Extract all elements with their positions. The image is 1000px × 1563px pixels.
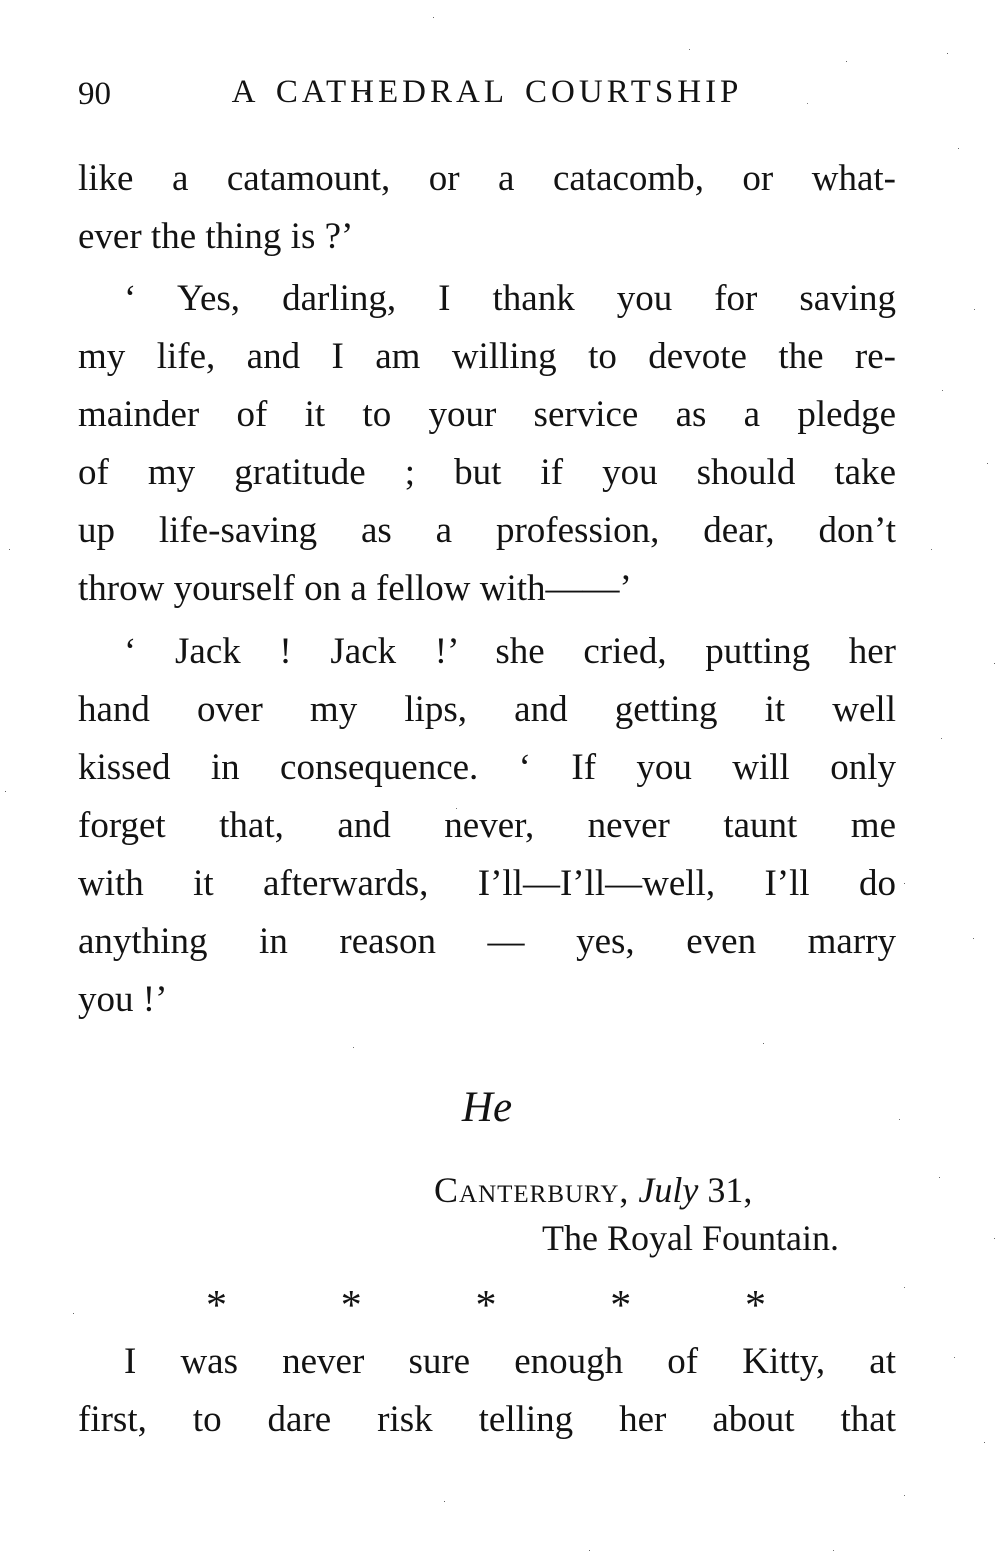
text-line: my life, and I am willing to devote the re- [78, 336, 896, 377]
text-line: first, to dare risk telling her about that [78, 1399, 896, 1440]
scan-noise-specks [0, 0, 3, 3]
text-line: ‘ Yes, darling, I thank you for saving [124, 278, 896, 319]
text-line: up life-saving as a profession, dear, don’t [78, 510, 896, 551]
text-line: anything in reason — yes, even marry [78, 921, 896, 962]
dateline [434, 1167, 896, 1213]
text-line: with it afterwards, I’ll—I’ll—well, I’ll do [78, 863, 896, 904]
text-line: kissed in consequence. ‘ If you will only [78, 747, 896, 788]
text-line: I was never sure enough of Kitty, at [124, 1341, 896, 1382]
asterisk-glyph: * [475, 1283, 497, 1329]
asterisk-glyph: * [206, 1283, 227, 1329]
dateline-day: 31, [707, 1170, 753, 1210]
text-line: ‘ Jack ! Jack !’ she cried, putting her [124, 631, 896, 672]
asterisk-glyph: * [610, 1283, 632, 1329]
dateline-place: Canterbury, [434, 1170, 630, 1210]
text-line: mainder of it to your service as a pledge [78, 394, 896, 435]
asterisk-glyph: * [340, 1283, 362, 1329]
paragraph [78, 1333, 896, 1449]
section-heading-he: He [461, 1084, 513, 1131]
asterisk-separator [206, 1283, 766, 1329]
text-line: you !’ [78, 979, 168, 1020]
asterisk-glyph: * [745, 1283, 766, 1329]
page-number: 90 [78, 76, 111, 112]
dateline-month: July [638, 1170, 699, 1210]
page-content [78, 0, 896, 1449]
text-line: hand over my lips, and getting it well [78, 689, 896, 730]
paragraph [78, 150, 896, 266]
running-title: A CATHEDRAL COURTSHIP [231, 74, 743, 110]
text-line: throw yourself on a fellow with——’ [78, 568, 632, 609]
dateline-address: The Royal Fountain. [542, 1218, 839, 1258]
paragraph [78, 270, 896, 618]
text-line: of my gratitude ; but if you should take [78, 452, 896, 493]
text-line: like a catamount, or a catacomb, or what- [78, 158, 896, 199]
text-line: forget that, and never, never taunt me [78, 805, 896, 846]
text-line: ever the thing is ?’ [78, 216, 354, 257]
paragraph [78, 623, 896, 1029]
running-header [78, 72, 896, 114]
